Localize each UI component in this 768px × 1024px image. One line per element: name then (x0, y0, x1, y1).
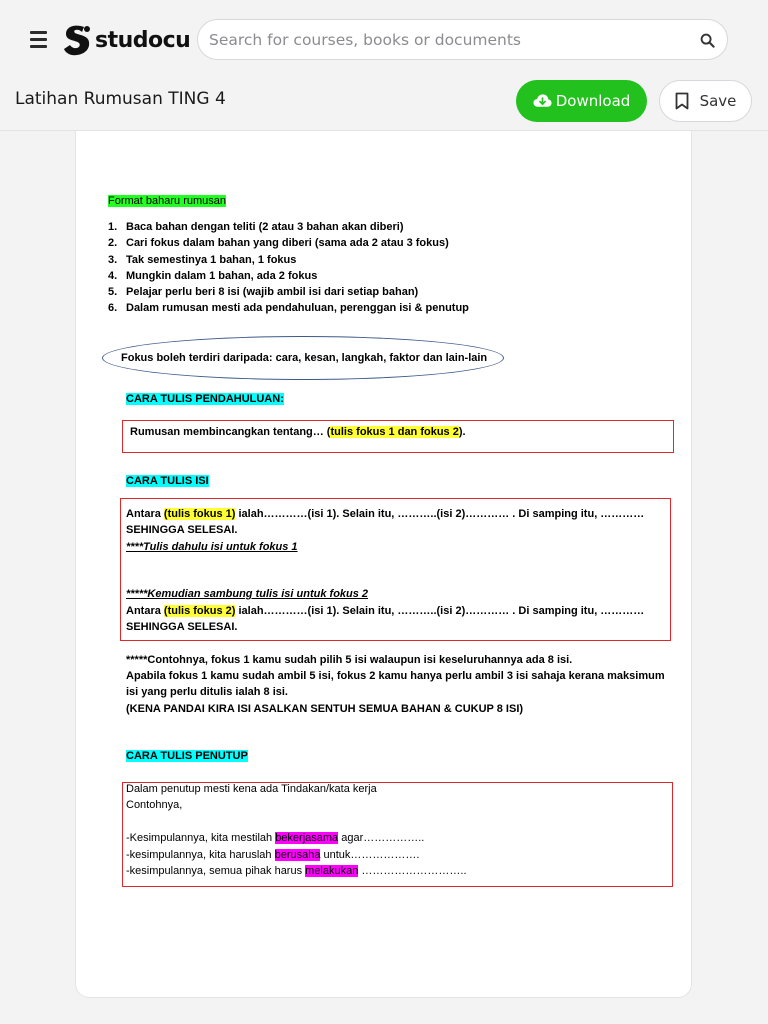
document-content (76, 131, 691, 997)
list-item (108, 221, 469, 237)
contoh-line: (KENA PANDAI KIRA ISI ASALKAN SENTUH SEMUA BAHAN & CUKUP 8 ISI) (126, 703, 524, 715)
list-text: Tak semestinya 1 bahan, 1 fokus (126, 253, 297, 266)
save-button[interactable] (659, 80, 752, 122)
list-number: 5. (108, 286, 118, 299)
list-item (108, 254, 469, 270)
list-text: Mungkin dalam 1 bahan, ada 2 fokus (126, 269, 318, 282)
list-item (108, 286, 469, 302)
document-header (0, 80, 768, 131)
document-title: Latihan Rumusan TING 4 (15, 89, 226, 109)
isi-line-a-end: SEHINGGA SELESAI. (126, 524, 238, 536)
isi-line-a: Antara (tulis fokus 1) ialah…………(isi 1). Selain itu, ………..(isi 2)………… . Di samping itu, ………… (126, 508, 645, 520)
list-item (108, 270, 469, 286)
search-bar[interactable] (197, 19, 728, 60)
search-icon[interactable] (700, 33, 715, 48)
penutup-example-2: -kesimpulannya, kita haruslah berusaha untuk………………. (126, 849, 420, 861)
list-text: Cari fokus dalam bahan yang diberi (sama ada 2 atau 3 fokus) (126, 237, 449, 250)
steps-list (108, 221, 469, 319)
isi-note-2: *****Kemudian sambung tulis isi untuk fokus 2 (126, 588, 369, 600)
list-text: Baca bahan dengan teliti (2 atau 3 bahan akan diberi) (126, 221, 404, 233)
penutup-example-1: -Kesimpulannya, kita mestilah bekerjasama agar…………….. (126, 832, 425, 844)
logo-text: studocu (95, 27, 191, 53)
isi-note-1: ****Tulis dahulu isi untuk fokus 1 (126, 541, 298, 553)
isi-line-b-end: SEHINGGA SELESAI. (126, 621, 238, 633)
menu-icon[interactable] (30, 31, 47, 47)
cloud-download-icon (533, 93, 552, 109)
studocu-logo[interactable] (62, 22, 190, 58)
list-number: 6. (108, 302, 118, 315)
contoh-line: isi yang perlu ditulis ialah 8 isi. (126, 686, 288, 698)
download-button[interactable] (516, 80, 647, 122)
list-item (108, 302, 469, 318)
list-number: 2. (108, 237, 118, 250)
penutup-line-2: Contohnya, (126, 799, 183, 811)
format-heading: Format baharu rumusan (108, 195, 226, 207)
download-label: Download (555, 92, 631, 110)
list-text: Dalam rumusan mesti ada pendahuluan, perenggan isi & penutup (126, 302, 469, 315)
penutup-line-1: Dalam penutup mesti kena ada Tindakan/kata kerja (126, 783, 377, 795)
search-input[interactable]: Search for courses, books or documents (209, 31, 522, 49)
studocu-logo-icon (62, 23, 92, 57)
isi-line-b: Antara (tulis fokus 2) ialah…………(isi 1). Selain itu, ………..(isi 2)………… . Di samping itu, ………… (126, 605, 645, 617)
list-number: 3. (108, 253, 118, 266)
pendahuluan-line: Rumusan membincangkan tentang… (tulis fokus 1 dan fokus 2). (130, 426, 466, 438)
penutup-heading: CARA TULIS PENUTUP (126, 750, 248, 762)
ellipse-text: Fokus boleh terdiri daripada: cara, kesan, langkah, faktor dan lain-lain (121, 352, 488, 364)
pendahuluan-heading: CARA TULIS PENDAHULUAN: (126, 393, 284, 405)
list-text: Pelajar perlu beri 8 isi (wajib ambil isi dari setiap bahan) (126, 286, 419, 299)
save-label: Save (699, 92, 737, 110)
penutup-example-3: -kesimpulannya, semua pihak harus melakukan ……………………….. (126, 865, 467, 877)
top-bar (0, 0, 768, 80)
list-item (108, 237, 469, 253)
list-number: 1. (108, 221, 118, 233)
contoh-line: *****Contohnya, fokus 1 kamu sudah pilih 5 isi walaupun isi keseluruhannya ada 8 isi. (126, 654, 573, 666)
list-number: 4. (108, 269, 118, 282)
bookmark-icon (675, 92, 689, 110)
document-page (75, 131, 692, 998)
isi-heading: CARA TULIS ISI (126, 475, 209, 487)
contoh-line: Apabila fokus 1 kamu sudah ambil 5 isi, fokus 2 kamu hanya perlu ambil 3 isi sahaja kerana maksimum (126, 670, 665, 682)
